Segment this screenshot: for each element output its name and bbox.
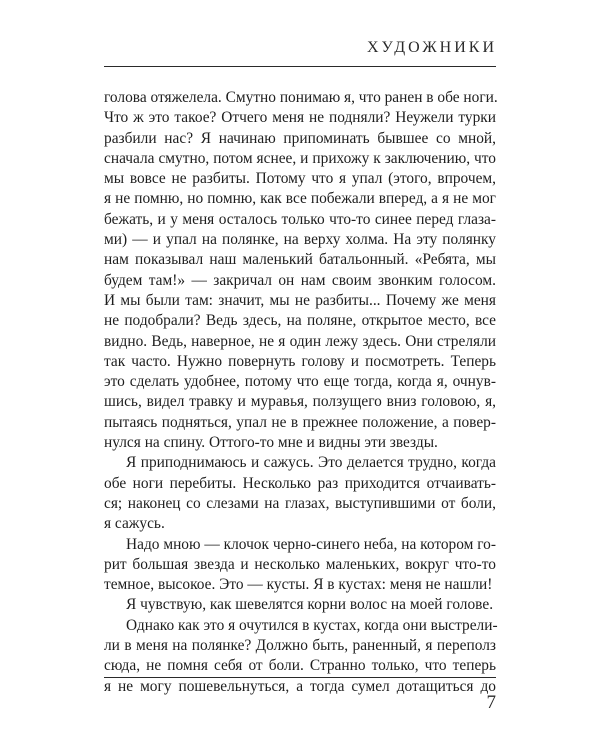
text-line: сначала смутно, потом яснее, и прихожу к заключению, что bbox=[104, 149, 496, 167]
text-line: это сделать удобнее, потому что еще тогда, когда я, очнув- bbox=[104, 373, 496, 391]
text-line: будем там!» — закричал он нам своим звонким голосом. bbox=[104, 271, 496, 289]
text-line: темное, высокое. Это — кусты. Я в кустах: меня не нашли! bbox=[104, 576, 493, 594]
text-line: я не могу пошевельнуться, а тогда сумел дотащиться до bbox=[104, 677, 496, 695]
text-line: рит большая звезда и несколько маленьких, вокруг что-то bbox=[104, 555, 496, 573]
text-line: мы вовсе не разбиты. Потому что я упал (этого, впрочем, bbox=[104, 170, 496, 188]
text-line: Однако как это я очутился в кустах, когда они выстрели- bbox=[126, 616, 498, 634]
text-line: разбили нас? Я начинаю припоминать бывшее со мной, bbox=[104, 129, 496, 147]
running-head-title: ХУДОЖНИКИ bbox=[366, 39, 497, 56]
text-line: видно. Ведь, наверное, не я один лежу здесь. Они стреляли bbox=[104, 332, 496, 350]
text-line: Я приподнимаюсь и сажусь. Это делается трудно, когда bbox=[126, 454, 496, 472]
text-line: ся; наконец со слезами на глазах, выступившими от боли, bbox=[104, 494, 496, 512]
page-number: 7 bbox=[486, 692, 496, 713]
text-line: ли в меня на полянке? Должно быть, раненный, я переполз bbox=[104, 637, 496, 655]
text-line: нулся на спину. Оттого-то мне и видны эти звезды. bbox=[104, 434, 438, 452]
paragraph bbox=[104, 535, 496, 596]
text-line: голова отяжелела. Смутно понимаю я, что ранен в обе ноги. bbox=[104, 89, 498, 106]
footer-rule bbox=[104, 677, 496, 678]
paragraph bbox=[104, 616, 496, 697]
text-line: не подобрали? Ведь здесь, на поляне, открытое место, все bbox=[104, 312, 496, 330]
text-line: Надо мною — клочок черно-синего неба, на котором го- bbox=[126, 535, 496, 553]
text-line: Я чувствую, как шевелятся корни волос на моей голове. bbox=[126, 596, 494, 614]
text-line: нам показывал наш маленький батальонный. «Ребята, мы bbox=[104, 251, 496, 269]
text-line: сюда, не помня себя от боли. Странно только, что теперь bbox=[104, 657, 496, 675]
body-text bbox=[104, 88, 496, 697]
text-line: Что ж это такое? Отчего меня не подняли? Неужели турки bbox=[104, 109, 496, 127]
header-rule bbox=[104, 66, 496, 67]
text-line: я не помню, но помню, как все побежали вперед, а я не мог bbox=[104, 190, 496, 208]
paragraph bbox=[104, 453, 496, 534]
paragraph bbox=[104, 595, 496, 615]
paragraph bbox=[104, 88, 496, 453]
text-line: я сажусь. bbox=[104, 515, 165, 533]
text-line: И мы были там: значит, мы не разбиты... Почему же меня bbox=[104, 291, 496, 309]
text-line: шись, видел травку и муравья, ползущего вниз головою, я, bbox=[104, 393, 496, 411]
text-line: бежать, и у меня осталось только что-то синее перед глаза- bbox=[104, 210, 496, 228]
text-line: так часто. Нужно повернуть голову и посмотреть. Теперь bbox=[104, 352, 496, 370]
text-line: пытаясь подняться, упал не в прежнее положение, а повер- bbox=[104, 413, 496, 431]
text-line: ми) — и упал на полянке, на верху холма. На эту полянку bbox=[104, 231, 496, 249]
text-line: обе ноги перебиты. Несколько раз приходится отчаивать- bbox=[104, 474, 496, 492]
